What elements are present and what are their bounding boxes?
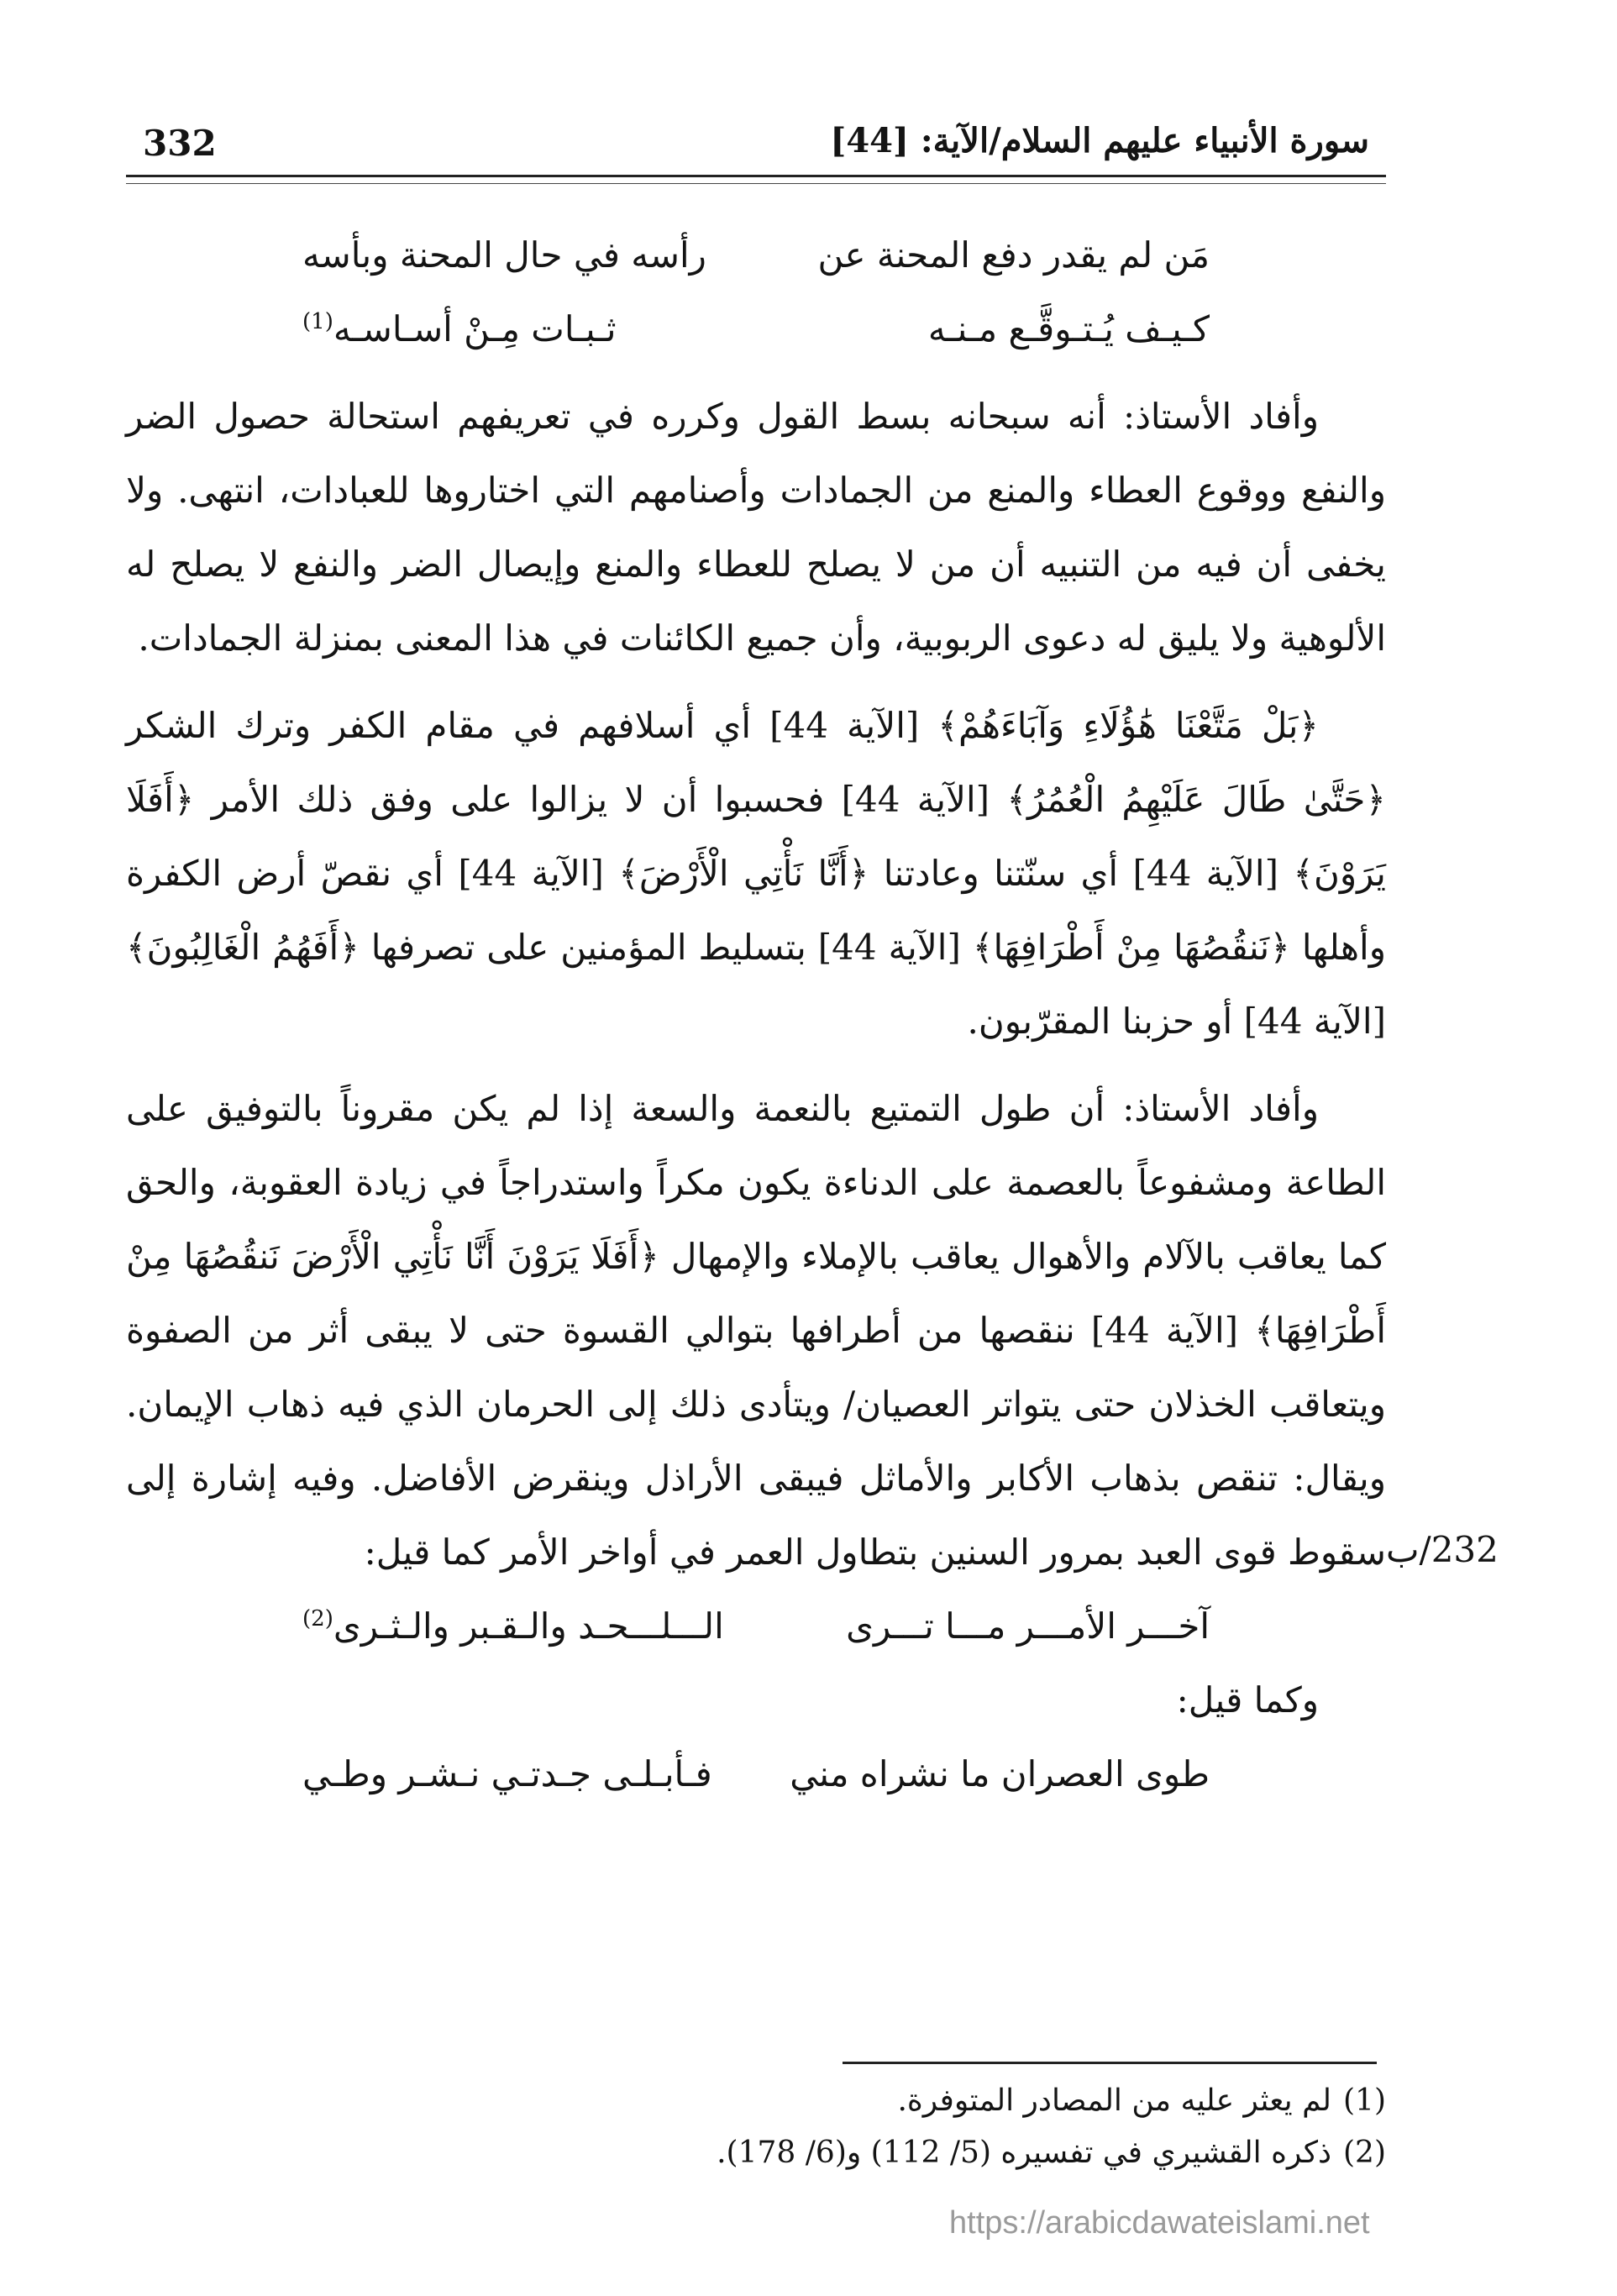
page-body <box>126 218 1386 1811</box>
footnote <box>126 2127 1386 2179</box>
footnote-number: (2) <box>1343 2136 1386 2170</box>
text-run: [الآية 44] أي نقصّ أرض الكفرة وأهلها <box>126 853 1387 968</box>
text-run: وأفاد الأستاذ: أن طول التمتيع بالنعمة والسعة إذا لم يكن مقروناً بالتوفيق على الطاعة ومشفوعاً بالعصمة على الدناءة يكون مكراً واستدراجاً في زيادة العقوبة، والحق كما يعاقب بالآلام والأهوال يعاقب بالإملاء والإمهال <box>126 1088 1387 1277</box>
text-run: [الآية 44] أو حزبنا المقرّبون. <box>967 1001 1386 1042</box>
footnote-number: (1) <box>1343 2083 1386 2118</box>
quran-quote: ﴿نَنقُصُهَا مِنْ أَطْرَافِهَا﴾ <box>972 927 1290 968</box>
text-run: [الآية 44] ننقصها من أطرافها بتوالي القسوة حتى لا يبقى أثر من الصفوة ويتعاقب الخذلان حتى يتواتر العصيان/ ويتأدى ذلك إلى الحرمان الذي فيه ذهاب الإيمان. ويقال: تنقص بذهاب الأكابر والأماثل فيبقى الأراذل وينقرض الأفاضل. وفيه إشارة إلى سقوط قوى العبد بمرور السنين بتطاول العمر في أواخر الأمر كما قيل: <box>126 1310 1386 1573</box>
verse-hemistich-text: ثـبـات مِـنْ أسـاسـه <box>333 308 617 349</box>
text-run: [الآية 44] أي سنّتنا وعادتنا <box>869 853 1294 894</box>
running-title: سورة الأنبياء عليهم السلام/الآية: [44] <box>830 121 1369 160</box>
verse-hemistich <box>302 1589 724 1663</box>
verse-line <box>126 1589 1386 1663</box>
verse-line <box>126 1737 1386 1811</box>
footnote-text: ذكره القشيري في تفسيره (5/ 112) و(6/ 178). <box>717 2136 1331 2170</box>
quran-quote: ﴿بَلْ مَتَّعْنَا هَٰؤُلَاءِ وَآبَاءَهُمْ﴾ <box>937 705 1319 746</box>
quran-quote: ﴿حَتَّىٰ طَالَ عَلَيْهِمُ الْعُمُرُ﴾ <box>1006 779 1386 820</box>
text-run: [الآية 44] أي أسلافهم في مقام الكفر وترك الشكر <box>126 705 938 746</box>
footnote-ref: (2) <box>302 1606 333 1631</box>
quran-quote: ﴿أَفَهُمُ الْغَالِبُونَ﴾ <box>126 927 360 968</box>
verse-line <box>126 218 1386 292</box>
verse-hemistich-text: الـــلـــحـد والـقـبر والـثـرى <box>333 1605 724 1647</box>
verse-hemistich: كـيـف يُـتـوقَّـع مـنـه <box>927 308 1210 349</box>
watermark-url: https://arabicdawateislami.net <box>949 2205 1370 2241</box>
quran-quote: ﴿أَفَلَا يَرَوْنَ﴾ <box>126 779 1386 894</box>
footnotes <box>126 2075 1386 2179</box>
paragraph <box>126 689 1386 1059</box>
text-run: [الآية 44] بتسليط المؤمنين على تصرفها <box>359 927 973 968</box>
page-header <box>126 118 1386 168</box>
verse-hemistich: رأسه في حال المحنة وبأسه <box>302 234 706 276</box>
text-run: [الآية 44] فحسبوا أن لا يزالوا على وفق ذلك الأمر <box>194 779 1007 820</box>
verse-line <box>126 292 1386 366</box>
manuscript-folio-marker: 232/ب <box>1386 1529 1499 1570</box>
page-number: 332 <box>143 123 217 164</box>
kama-qil-line: وكما قيل: <box>1176 1679 1319 1721</box>
paragraph: وأفاد الأستاذ: أنه سبحانه بسط القول وكرره في تعريفهم استحالة حصول الضر والنفع ووقوع العطاء والمنع من الجمادات وأصنامهم التي اختاروها للعبادات، انتهى. ولا يخفى أن فيه من التنبيه أن من لا يصلح للعطاء والمنع وإيصال الضر والنفع لا يصلح له الألوهية ولا يليق له دعوى الربوبية، وأن جميع الكائنات في هذا المعنى بمنزلة الجمادات. <box>126 396 1386 659</box>
footnote <box>126 2075 1386 2127</box>
verse-hemistich: فـأبـلـى جـدتـي نـشـر وطـي <box>302 1753 712 1794</box>
header-rule <box>126 175 1386 177</box>
verse-hemistich: طوى العصران ما نشراه مني <box>790 1753 1210 1794</box>
verse-hemistich: آخـــر الأمـــر مـــا تـــرى <box>846 1605 1210 1647</box>
paragraph <box>126 1072 1386 1589</box>
quran-quote: ﴿أَفَلَا يَرَوْنَ أَنَّا نَأْتِي الْأَرْضَ نَنقُصُهَا مِنْ أَطْرَافِهَا﴾ <box>126 1236 1386 1351</box>
quran-quote: ﴿أَنَّا نَأْتِي الْأَرْضَ﴾ <box>618 853 869 894</box>
footnote-text: لم يعثر عليه من المصادر المتوفرة. <box>897 2083 1331 2118</box>
verse-hemistich: مَن لم يقدر دفع المحنة عن <box>817 234 1210 276</box>
verse-hemistich <box>302 292 617 366</box>
footnote-ref: (1) <box>302 309 333 334</box>
header-rule-thin <box>126 183 1386 184</box>
footnote-separator <box>843 2062 1377 2064</box>
